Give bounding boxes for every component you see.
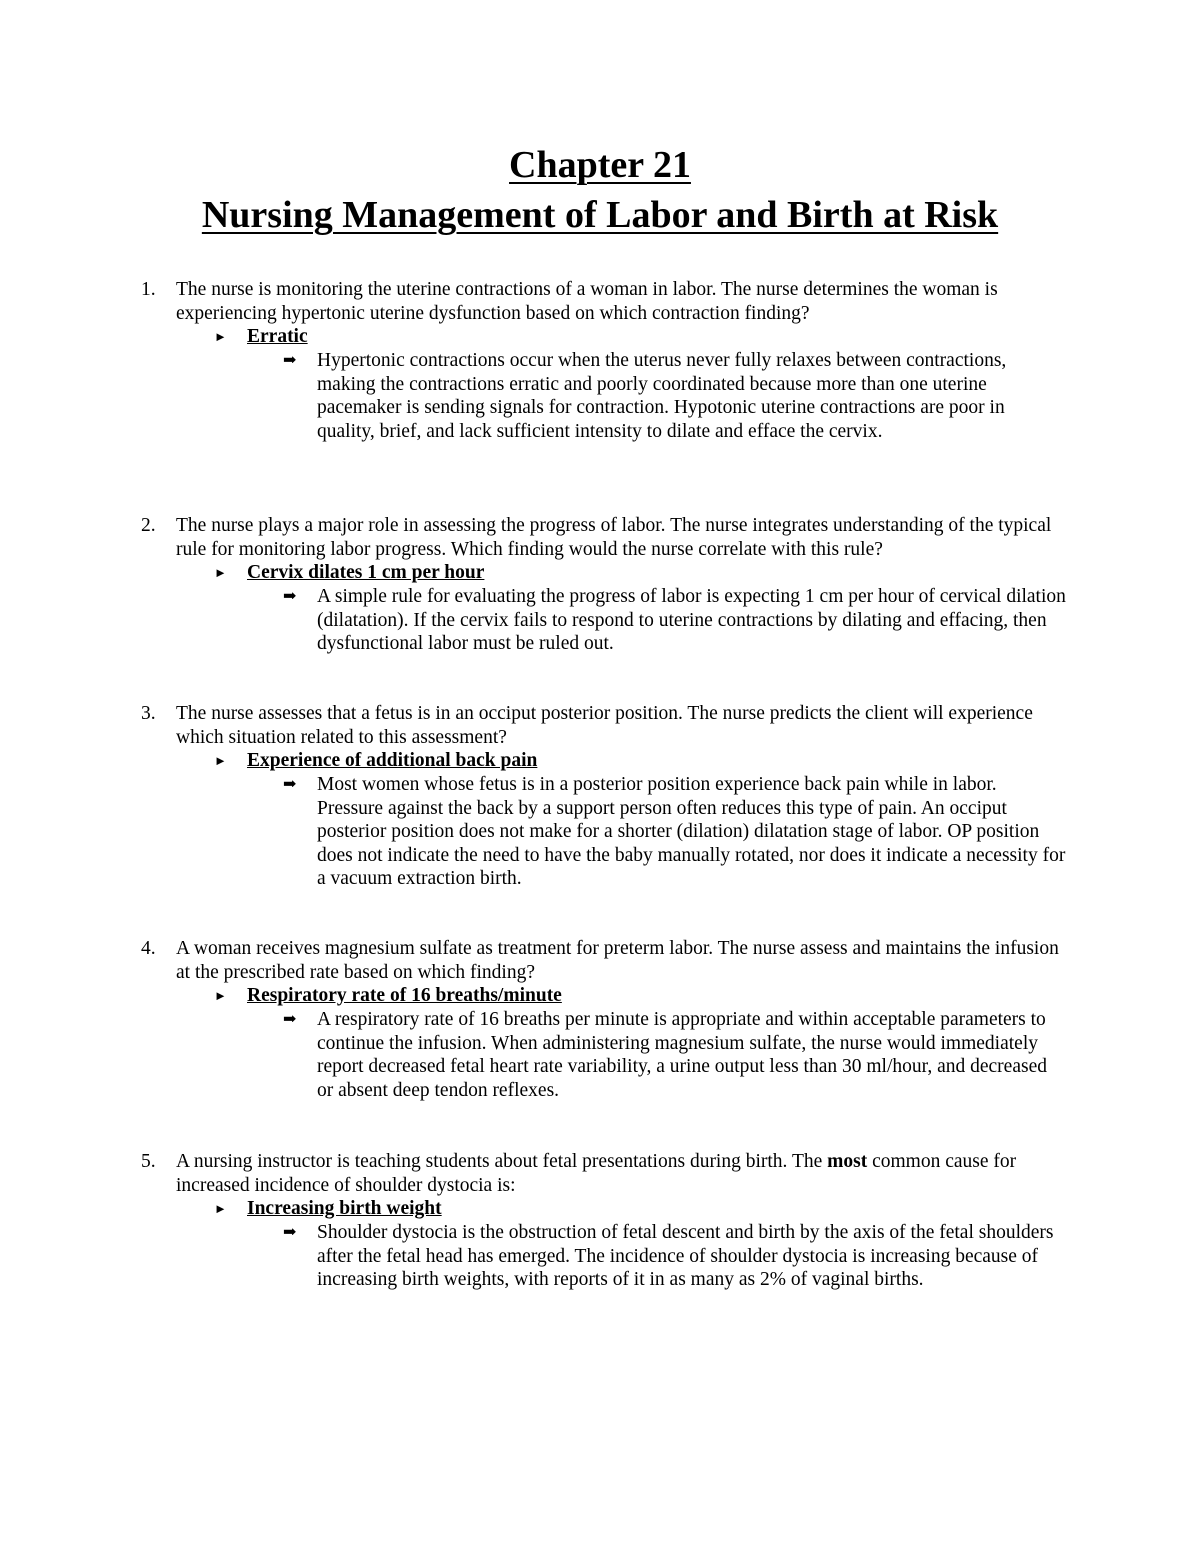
triangle-right-icon: ► [214,1201,227,1216]
triangle-right-icon: ► [214,753,227,768]
question-number: 2. [141,515,156,536]
answer-text: Increasing birth weight [247,1198,442,1219]
question-text: The nurse plays a major role in assessing the progress of labor. The nurse integrates understanding of the typical rule for monitoring labor progress. Which finding would the nurse correlate with this rule? [176,515,1052,560]
title-block [0,140,1200,240]
triangle-right-icon: ► [214,988,227,1003]
question-text-part: common cause for increased incidence of shoulder dystocia is: [176,1151,1017,1196]
chapter-title: Chapter 21 [509,144,691,186]
question-number: 1. [141,279,156,300]
triangle-right-icon: ► [214,329,227,344]
question-text: The nurse assesses that a fetus is in an occiput posterior position. The nurse predicts the client will experience which situation related to this assessment? [176,703,1033,748]
arrow-right-icon: ➡ [283,588,297,605]
question-text [176,1150,1076,1197]
question-number: 4. [141,938,156,959]
question-number: 5. [141,1151,156,1172]
answer-text: Cervix dilates 1 cm per hour [247,562,485,583]
chapter-subtitle: Nursing Management of Labor and Birth at Risk [201,194,999,236]
rationale-text: Shoulder dystocia is the obstruction of fetal descent and birth by the axis of the fetal shoulders after the fetal head has emerged. The incidence of shoulder dystocia is increasing because of increasing birth weights, with reports of it in as many as 2% of vaginal births. [317,1222,1054,1291]
arrow-right-icon: ➡ [283,352,297,369]
question-text: A woman receives magnesium sulfate as treatment for preterm labor. The nurse assess and maintains the infusion at the prescribed rate based on which finding? [176,938,1059,983]
answer-text: Experience of additional back pain [247,750,538,771]
arrow-right-icon: ➡ [283,1224,297,1241]
rationale-text: A simple rule for evaluating the progress of labor is expecting 1 cm per hour of cervical dilation (dilatation). If the cervix fails to respond to uterine contractions by dilating and effacing, then dysfunctional labor must be ruled out. [317,586,1066,655]
rationale-text: Hypertonic contractions occur when the uterus never fully relaxes between contractions, making the contractions erratic and poorly coordinated because more than one uterine pacemaker is sending signals for contraction. Hypotonic uterine contractions are poor in quality, brief, and lack sufficient intensity to dilate and efface the cervix. [317,350,1007,442]
question-text-part: A nursing instructor is teaching students about fetal presentations during birth. The [176,1151,828,1172]
rationale-text: A respiratory rate of 16 breaths per minute is appropriate and within acceptable parameters to continue the infusion. When administering magnesium sulfate, the nurse would immediately report decreased fetal heart rate variability, a urine output less than 30 ml/hour, and decreased or absent deep tendon reflexes. [317,1009,1047,1101]
question-emphasis: most [827,1151,868,1172]
rationale-text: Most women whose fetus is in a posterior position experience back pain while in labor. Pressure against the back by a support person often reduces this type of pain. An occiput posterior position does not make for a shorter (dilation) dilatation stage of labor. OP position does not indicate the need to have the baby manually rotated, nor does it indicate a necessity for a vacuum extraction birth. [317,774,1066,890]
question-number: 3. [141,703,156,724]
question-text: The nurse is monitoring the uterine contractions of a woman in labor. The nurse determines the woman is experiencing hypertonic uterine dysfunction based on which contraction finding? [176,279,998,324]
triangle-right-icon: ► [214,565,227,580]
answer-text: Erratic [247,326,308,347]
answer-text: Respiratory rate of 16 breaths/minute [247,985,562,1006]
arrow-right-icon: ➡ [283,776,297,793]
arrow-right-icon: ➡ [283,1011,297,1028]
